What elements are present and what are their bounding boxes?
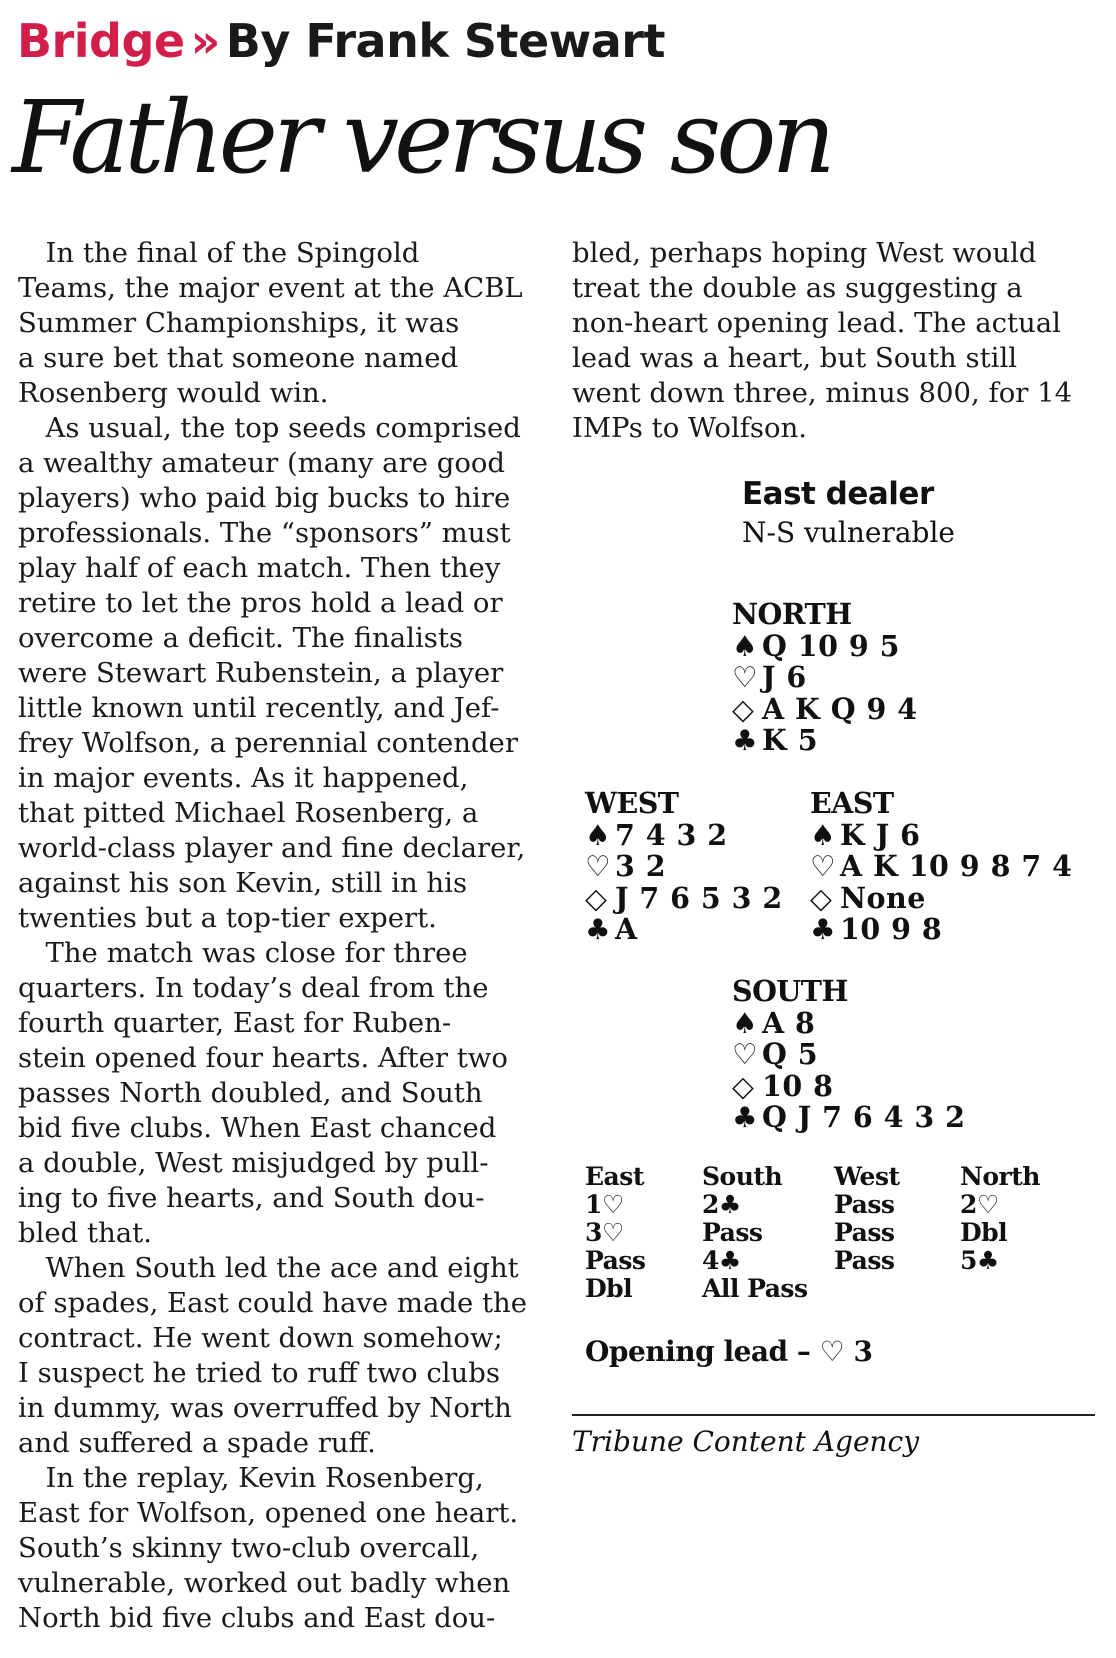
article-line: bid five clubs. When East chanced (18, 1112, 497, 1144)
hearts-holding (810, 851, 1072, 883)
article-line: a wealthy amateur (many are good (18, 447, 506, 479)
auction-call: Dbl (585, 1274, 633, 1303)
auction-header: East (585, 1162, 644, 1191)
diamond-icon: ◇ (732, 1069, 755, 1103)
spades-cards: A 8 (762, 1005, 816, 1040)
auction-call: Pass (834, 1190, 895, 1219)
heart-icon: ♡ (732, 661, 759, 694)
clubs-holding (732, 725, 918, 757)
spades-holding (810, 817, 1072, 852)
hand-west (585, 788, 783, 946)
column-header (17, 8, 665, 74)
clubs-holding (585, 914, 783, 946)
article-line: In the final of the Spingold (18, 237, 420, 269)
clubs-cards: Q J 7 6 4 3 2 (762, 1100, 966, 1134)
opening-lead: Opening lead – ♡ 3 (585, 1335, 873, 1368)
article-line: world-class player and fine declarer, (18, 832, 526, 864)
article-line: East for Wolfson, opened one heart. (18, 1497, 519, 1529)
clubs-holding (810, 914, 1072, 946)
heart-icon: ♡ (732, 1038, 759, 1071)
article-line: passes North doubled, and South (18, 1077, 483, 1109)
article-line: that pitted Michael Rosenberg, a (18, 797, 479, 829)
hand-east (810, 788, 1072, 946)
auction-column-east (585, 1163, 645, 1303)
article-line: ing to five hearts, and South dou- (18, 1182, 485, 1214)
spade-icon: ♠ (585, 818, 612, 852)
divider-rule (572, 1414, 1095, 1416)
auction-call: Pass (834, 1246, 895, 1275)
auction-call: 2♣ (702, 1190, 741, 1219)
article-line: Rosenberg would win. (18, 377, 329, 409)
auction-header: South (702, 1162, 783, 1191)
vulnerability-label: N-S vulnerable (742, 516, 955, 549)
hearts-cards: J 6 (762, 660, 807, 694)
article-line: play half of each match. Then they (18, 552, 501, 584)
article-line: bled, perhaps hoping West would (572, 237, 1037, 269)
headline: Father versus son (12, 79, 831, 196)
auction-header: North (960, 1162, 1040, 1191)
auction-column-west (834, 1163, 900, 1275)
clubs-holding (732, 1102, 966, 1134)
spades-cards: Q 10 9 5 (762, 628, 900, 663)
hearts-cards: 3 2 (615, 849, 667, 883)
article-line: went down three, minus 800, for 14 (572, 377, 1073, 409)
article-line: Summer Championships, it was (18, 307, 460, 339)
article-column-right (572, 236, 1092, 446)
article-line: stein opened four hearts. After two (18, 1042, 508, 1074)
syndication-credit: Tribune Content Agency (572, 1425, 920, 1458)
heart-icon: ♡ (585, 850, 612, 883)
clubs-cards: K 5 (762, 723, 819, 757)
article-line: When South led the ace and eight (18, 1252, 519, 1284)
article-line: South’s skinny two-club overcall, (18, 1532, 480, 1564)
auction-header: West (834, 1162, 900, 1191)
auction-column-north (960, 1163, 1040, 1275)
auction-call: Pass (585, 1246, 646, 1275)
article-line: frey Wolfson, a perennial contender (18, 727, 518, 759)
article-line: a sure bet that someone named (18, 342, 459, 374)
spades-cards: 7 4 3 2 (615, 817, 728, 852)
spades-holding (585, 817, 783, 852)
diamond-icon: ◇ (585, 881, 608, 915)
auction-call: 4♣ (702, 1246, 741, 1275)
dealer-label: East dealer (742, 476, 934, 512)
auction-call: 3♡ (585, 1218, 624, 1247)
article-line: In the replay, Kevin Rosenberg, (18, 1462, 484, 1494)
hearts-cards: A K 10 9 8 7 4 (840, 849, 1073, 883)
hearts-holding (732, 662, 918, 694)
article-line: I suspect he tried to ruff two clubs (18, 1357, 500, 1389)
auction-call: 5♣ (960, 1246, 999, 1275)
article-line: As usual, the top seeds comprised (18, 412, 521, 444)
article-line: bled that. (18, 1217, 152, 1249)
diamonds-cards: None (840, 880, 926, 915)
diamonds-holding (810, 880, 1072, 915)
article-line: were Stewart Rubenstein, a player (18, 657, 504, 689)
article-line: The match was close for three (18, 937, 468, 969)
article-line: in major events. As it happened, (18, 762, 469, 794)
article-line: retire to let the pros hold a lead or (18, 587, 503, 619)
article-line: non-heart opening lead. The actual (572, 307, 1061, 339)
diamond-icon: ◇ (810, 881, 833, 915)
clubs-cards: 10 9 8 (840, 912, 943, 946)
article-line: treat the double as suggesting a (572, 272, 1023, 304)
hearts-cards: Q 5 (762, 1037, 819, 1071)
spades-holding (732, 628, 918, 663)
heart-icon: ♡ (810, 850, 837, 883)
article-line: against his son Kevin, still in his (18, 867, 468, 899)
diamonds-holding (732, 1068, 966, 1103)
spades-cards: K J 6 (840, 817, 921, 852)
spade-icon: ♠ (732, 629, 759, 663)
article-line: a double, West misjudged by pull- (18, 1147, 489, 1179)
article-line: professionals. The “sponsors” must (18, 517, 511, 549)
article-line: players) who paid big bucks to hire (18, 482, 511, 514)
article-line: contract. He went down somehow; (18, 1322, 503, 1354)
club-icon: ♣ (585, 913, 612, 946)
article-line: overcome a deficit. The finalists (18, 622, 464, 654)
diamonds-cards: A K Q 9 4 (762, 691, 918, 726)
article-line: and suffered a spade ruff. (18, 1427, 376, 1459)
spades-holding (732, 1005, 966, 1040)
spade-icon: ♠ (732, 1006, 759, 1040)
hand-direction: WEST (585, 786, 679, 820)
article-line: in dummy, was overruffed by North (18, 1392, 512, 1424)
club-icon: ♣ (810, 913, 837, 946)
auction-column-south (702, 1163, 808, 1303)
auction-call: All Pass (702, 1274, 808, 1303)
hand-south (732, 976, 966, 1134)
diamonds-cards: J 7 6 5 3 2 (615, 880, 783, 915)
club-icon: ♣ (732, 724, 759, 757)
article-line: vulnerable, worked out badly when (18, 1567, 511, 1599)
hearts-holding (732, 1039, 966, 1071)
spade-icon: ♠ (810, 818, 837, 852)
diamond-icon: ◇ (732, 692, 755, 726)
diamonds-cards: 10 8 (762, 1068, 834, 1103)
article-line: of spades, East could have made the (18, 1287, 528, 1319)
article-line: quarters. In today’s deal from the (18, 972, 489, 1004)
auction-call: Dbl (960, 1218, 1008, 1247)
club-icon: ♣ (732, 1101, 759, 1134)
article-line: twenties but a top-tier expert. (18, 902, 437, 934)
section-separator: » (190, 14, 220, 68)
article-line: Teams, the major event at the ACBL (18, 272, 523, 304)
auction-call: Pass (834, 1218, 895, 1247)
article-line: lead was a heart, but South still (572, 342, 1018, 374)
article-line: North bid five clubs and East dou- (18, 1602, 496, 1634)
article-line: little known until recently, and Jef- (18, 692, 500, 724)
diamonds-holding (585, 880, 783, 915)
hand-north (732, 599, 918, 757)
hand-direction: NORTH (732, 597, 852, 631)
auction-call: 1♡ (585, 1190, 624, 1219)
article-line: fourth quarter, East for Ruben- (18, 1007, 452, 1039)
hand-direction: SOUTH (732, 974, 848, 1008)
article-column-left (18, 236, 548, 1636)
byline: By Frank Stewart (225, 14, 665, 68)
auction-call: 2♡ (960, 1190, 999, 1219)
hearts-holding (585, 851, 783, 883)
article-line: IMPs to Wolfson. (572, 412, 808, 444)
section-label: Bridge (17, 14, 185, 68)
diamonds-holding (732, 691, 918, 726)
auction-call: Pass (702, 1218, 763, 1247)
hand-direction: EAST (810, 786, 894, 820)
clubs-cards: A (615, 912, 638, 946)
